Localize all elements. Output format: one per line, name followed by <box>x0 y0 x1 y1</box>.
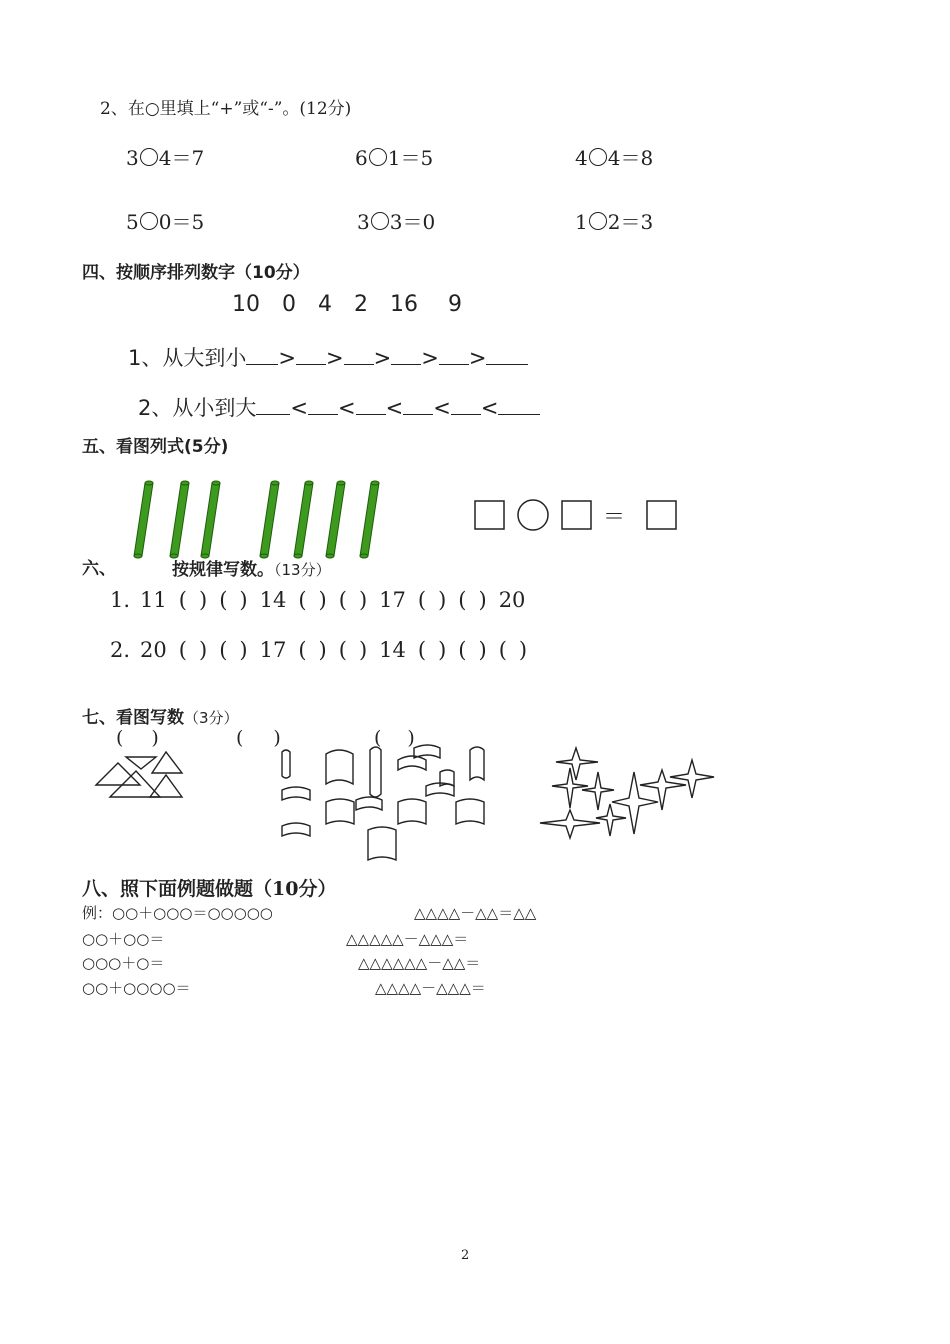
section7-pictures <box>0 740 950 870</box>
star-icon <box>670 760 714 798</box>
paren-close: ) <box>438 638 447 662</box>
operator-circle[interactable] <box>371 212 389 230</box>
paren-close: ) <box>518 638 528 662</box>
equation-operand: 6 <box>355 146 368 170</box>
equation-2-2 <box>357 206 435 235</box>
star-icon <box>540 810 600 838</box>
stick-icon <box>201 481 220 558</box>
paren-open: ( <box>458 638 467 662</box>
equation-2-3 <box>575 206 653 235</box>
answer-box[interactable] <box>562 501 591 529</box>
answer-blank[interactable] <box>498 396 540 415</box>
number-item: 10 <box>232 292 260 317</box>
pattern-row-1 <box>110 588 525 612</box>
paren-close: ) <box>407 727 415 749</box>
section5-title: 五、看图列式(5分) <box>82 437 229 457</box>
operator-circle[interactable] <box>518 500 548 530</box>
answer-blank[interactable] <box>391 346 421 365</box>
number-list <box>232 292 462 317</box>
section4-score: 10 <box>252 263 276 283</box>
flag-icon <box>414 745 440 758</box>
triangle-icon <box>152 752 182 773</box>
star-icon <box>552 768 588 808</box>
flag-icon <box>356 797 382 810</box>
pattern-value: 20 <box>140 638 167 662</box>
flag-icon <box>326 750 353 784</box>
exercise-right-2: △△△△△△－△△＝ <box>358 954 481 972</box>
pattern-value: 14 <box>259 588 287 612</box>
order-descending <box>128 342 528 372</box>
example-right: △△△△－△△＝△△ <box>414 904 537 922</box>
paren-close: ) <box>318 638 327 662</box>
paren-open: ( <box>338 638 347 662</box>
paren-close: ) <box>239 588 248 612</box>
flag-icon <box>326 799 354 824</box>
equation-operand: 4 <box>575 146 588 170</box>
pattern-row-2 <box>110 638 527 662</box>
answer-blank[interactable] <box>439 346 469 365</box>
answer-blank[interactable] <box>308 396 338 415</box>
order-ascending <box>138 392 540 422</box>
section4-title-end: 分） <box>275 263 310 283</box>
stick-icon <box>326 481 345 558</box>
lt-sign: < <box>433 396 451 420</box>
gt-sign: > <box>373 346 392 370</box>
paren-open: ( <box>338 588 347 612</box>
star-icon <box>556 748 598 780</box>
exercise-left-2: ○○○＋○＝ <box>82 954 165 972</box>
answer-blank[interactable] <box>296 346 326 365</box>
flag-icon <box>398 799 426 824</box>
section6-title-num: 六、 <box>82 559 116 579</box>
paren-close: ) <box>478 638 487 662</box>
stick-icon <box>134 481 153 558</box>
answer-blank[interactable] <box>356 396 386 415</box>
paren-open: ( <box>417 588 427 612</box>
paren-open: ( <box>498 638 507 662</box>
equation-1-2 <box>355 142 433 171</box>
section7-title-text: 七、看图写数 <box>82 708 184 728</box>
paren-close: ) <box>198 638 208 662</box>
paren-close: ) <box>358 638 368 662</box>
pattern-value: 20 <box>498 588 526 612</box>
lt-sign: < <box>480 396 499 420</box>
exercise-left-3: ○○＋○○○○＝ <box>82 979 191 997</box>
paren-close: ) <box>358 588 368 612</box>
answer-box[interactable] <box>475 501 504 529</box>
equation-1-3 <box>575 142 653 171</box>
lt-sign: < <box>290 396 308 420</box>
number-item: 2 <box>354 292 368 317</box>
pattern-value: 11 <box>140 588 167 612</box>
equation-rest: 4＝8 <box>607 146 654 170</box>
answer-blank[interactable] <box>246 346 278 365</box>
paren-close: ) <box>318 588 327 612</box>
flag-icon <box>282 823 310 836</box>
gt-sign: > <box>278 346 296 370</box>
answer-blank[interactable] <box>486 346 528 365</box>
section6-title-text: 按规律写数。 <box>172 560 274 580</box>
paren-open: ( <box>417 638 427 662</box>
page-number: 2 <box>461 1248 470 1263</box>
flag-icon <box>370 747 381 797</box>
answer-blank[interactable] <box>344 346 374 365</box>
paren-open: ( <box>236 727 244 749</box>
paren-close: ) <box>151 727 159 749</box>
operator-circle[interactable] <box>140 148 158 166</box>
triangle-icon <box>150 775 182 797</box>
answer-box[interactable] <box>647 501 676 529</box>
number-item: 0 <box>282 292 296 317</box>
equals-sign: ＝ <box>603 505 626 530</box>
gt-sign: > <box>421 346 439 370</box>
pattern-value: 14 <box>379 638 406 662</box>
paren-close: ) <box>198 588 208 612</box>
operator-circle[interactable] <box>369 148 387 166</box>
stick-icon <box>294 481 313 558</box>
equation-rest: 3＝0 <box>389 210 436 234</box>
paren-close: ) <box>239 638 248 662</box>
equation-rest: 0＝5 <box>158 210 205 234</box>
section7-score: （3分） <box>184 709 239 727</box>
operator-circle[interactable] <box>589 148 607 166</box>
flag-icon <box>282 787 310 800</box>
exercise-left-1: ○○＋○○＝ <box>82 930 165 948</box>
flag-icon <box>398 756 426 770</box>
star-icon <box>596 804 626 836</box>
paren-open: ( <box>178 638 187 662</box>
example-left: 例：○○＋○○○＝○○○○○ <box>82 904 273 922</box>
flag-icon <box>456 799 484 824</box>
lt-sign: < <box>337 396 356 420</box>
section8-title: 八、照下面例题做题（10分） <box>82 878 337 900</box>
answer-blank[interactable] <box>403 396 433 415</box>
number-item: 4 <box>318 292 332 317</box>
gt-sign: > <box>468 346 487 370</box>
equation-rest: 2＝3 <box>607 210 654 234</box>
operator-circle[interactable] <box>589 212 607 230</box>
answer-blank[interactable] <box>256 396 290 415</box>
paren-open: ( <box>298 638 307 662</box>
descending-label: 1、从大到小 <box>128 346 247 370</box>
equation-rest: 4＝7 <box>158 146 205 170</box>
section4-title-text: 四、按顺序排列数字（ <box>82 263 252 283</box>
equation-operand: 3 <box>126 146 139 170</box>
triangle-icon <box>126 757 156 769</box>
section6-score: （13分） <box>274 561 331 579</box>
stick-icon <box>260 481 279 558</box>
exercise-right-3: △△△△－△△△＝ <box>375 979 486 997</box>
paren-open: ( <box>219 638 228 662</box>
paren-close: ) <box>438 588 447 612</box>
operator-circle[interactable] <box>140 212 158 230</box>
ascending-label: 2、从小到大 <box>138 396 257 420</box>
part2-title: 2、在○里填上“+”或“-”。(12分) <box>100 99 352 119</box>
equation-2-1 <box>126 206 204 235</box>
star-icon <box>582 772 614 810</box>
equation-rest: 1＝5 <box>387 146 434 170</box>
equation-operand: 5 <box>126 210 139 234</box>
number-item: 9 <box>448 292 462 317</box>
paren-open: ( <box>458 588 467 612</box>
star-icon <box>612 772 658 834</box>
flag-icon <box>368 827 396 860</box>
section7-title <box>82 703 239 728</box>
section6-title <box>172 555 331 580</box>
sticks-picture <box>0 470 950 590</box>
paren-open: ( <box>374 727 382 749</box>
flag-icon <box>470 747 484 780</box>
stick-icon <box>170 481 189 558</box>
section4-title <box>82 258 310 283</box>
equation-operand: 3 <box>357 210 370 234</box>
paren-open: ( <box>219 588 228 612</box>
paren-close: ) <box>478 588 487 612</box>
row-number: 2. <box>110 638 131 662</box>
equation-operand: 1 <box>575 210 588 234</box>
equation-1-1 <box>126 142 204 171</box>
paren-open: ( <box>298 588 307 612</box>
flag-icon <box>282 750 290 778</box>
pattern-value: 17 <box>379 588 406 612</box>
paren-close: ) <box>273 727 281 749</box>
paren-open: ( <box>178 588 187 612</box>
stick-icon <box>360 481 379 558</box>
answer-blank[interactable] <box>451 396 481 415</box>
pattern-value: 17 <box>259 638 287 662</box>
number-item: 16 <box>390 292 418 317</box>
gt-sign: > <box>325 346 344 370</box>
row-number: 1. <box>110 588 131 612</box>
paren-open: ( <box>116 727 124 749</box>
exercise-right-1: △△△△△－△△△＝ <box>346 930 469 948</box>
lt-sign: < <box>385 396 404 420</box>
